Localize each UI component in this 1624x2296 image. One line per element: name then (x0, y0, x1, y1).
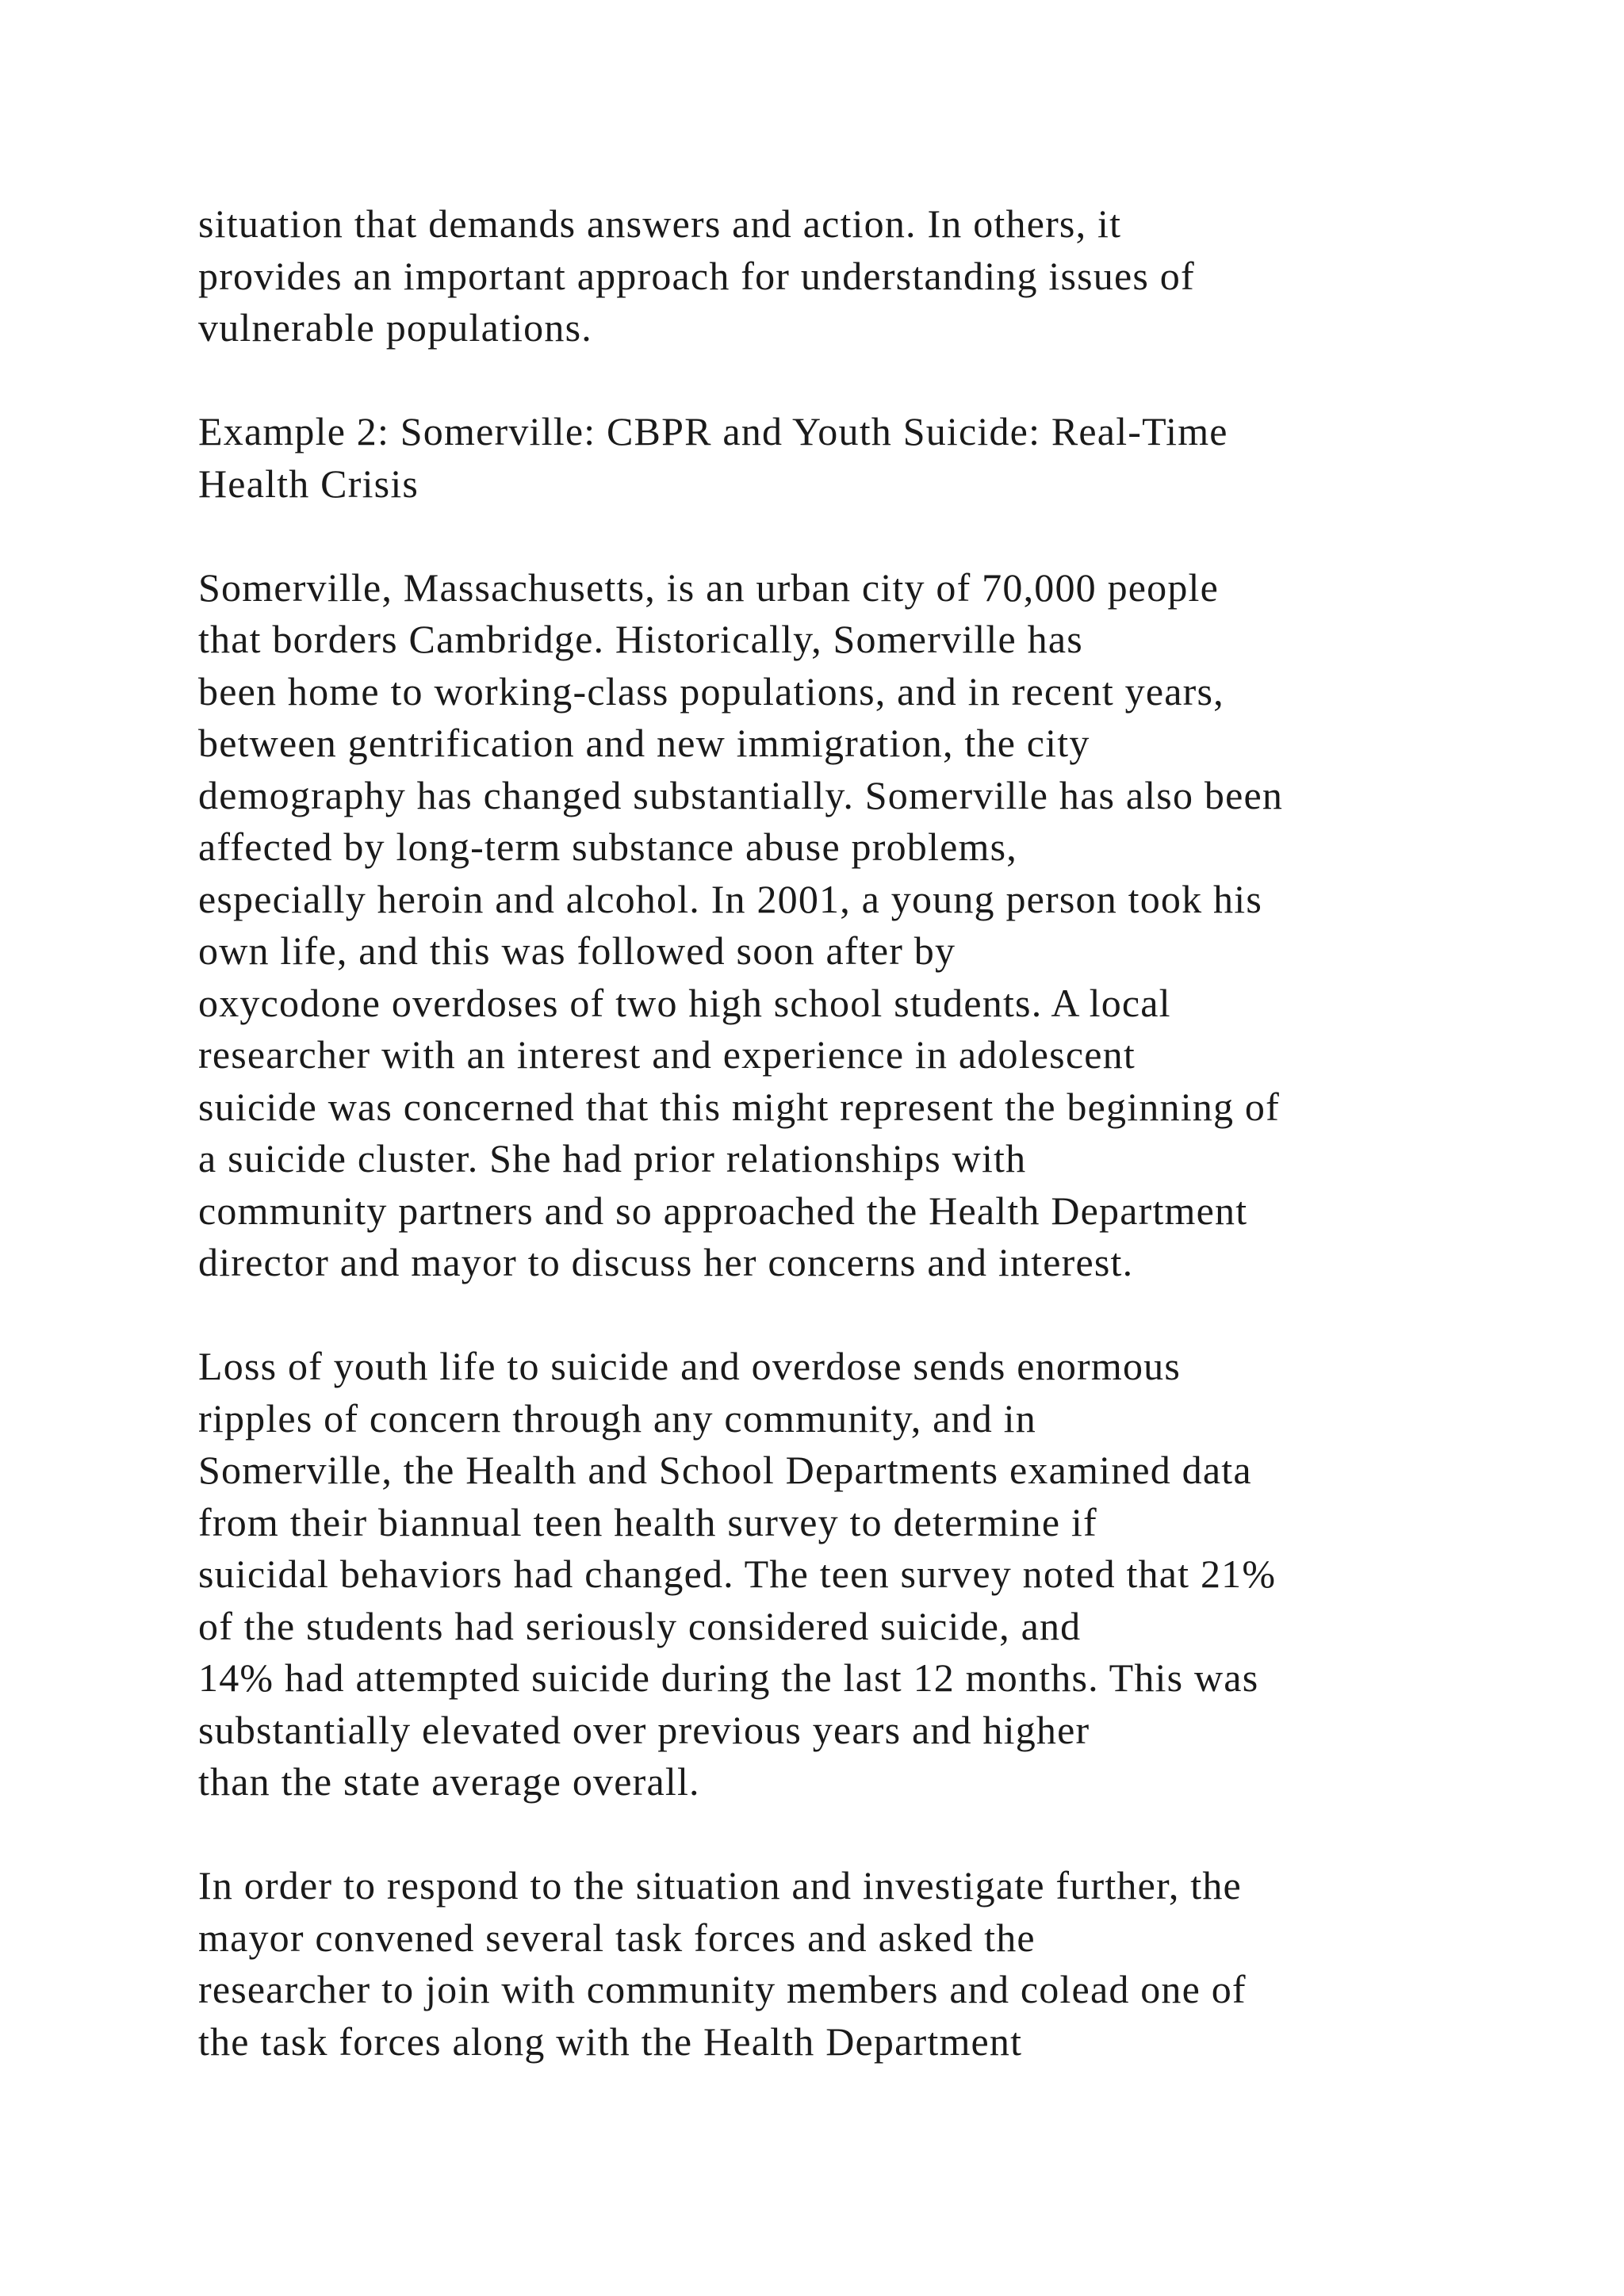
text-line: Health Crisis (198, 461, 419, 506)
example-heading (198, 406, 1546, 510)
text-line: the task forces along with the Health Department (198, 2019, 1023, 2064)
text-line: Loss of youth life to suicide and overdose sends enormous (198, 1344, 1182, 1388)
text-line: of the students had seriously considered suicide, and (198, 1603, 1082, 1648)
paragraph-intro-continued (198, 198, 1546, 354)
text-line: mayor convened several task forces and asked the (198, 1915, 1036, 1960)
paragraph-task-forces (198, 1860, 1546, 2068)
text-line: a suicide cluster. She had prior relationships with (198, 1136, 1027, 1181)
text-line: 14% had attempted suicide during the last 12 months. This was (198, 1655, 1259, 1700)
text-line: own life, and this was followed soon after by (198, 928, 956, 973)
text-line: Somerville, the Health and School Departments examined data (198, 1448, 1252, 1492)
paragraph-survey-data (198, 1341, 1546, 1808)
text-line: Example 2: Somerville: CBPR and Youth Suicide: Real-Time (198, 409, 1228, 453)
paragraph-somerville-background (198, 562, 1546, 1289)
text-line: from their biannual teen health survey to determine if (198, 1499, 1097, 1544)
text-line: substantially elevated over previous years and higher (198, 1707, 1090, 1752)
text-line: community partners and so approached the Health Department (198, 1188, 1248, 1233)
text-line: oxycodone overdoses of two high school students. A local (198, 980, 1171, 1025)
text-line: suicide was concerned that this might represent the beginning of (198, 1084, 1280, 1129)
text-line: especially heroin and alcohol. In 2001, a young person took his (198, 876, 1262, 921)
text-line: Somerville, Massachusetts, is an urban city of 70,000 people (198, 564, 1220, 610)
text-line: suicidal behaviors had changed. The teen survey noted that 21% (198, 1552, 1277, 1596)
text-line: In order to respond to the situation and investigate further, the (198, 1863, 1242, 1908)
text-line: researcher to join with community members and colead one of (198, 1967, 1247, 2011)
text-line: vulnerable populations. (198, 305, 592, 350)
text-line: than the state average overall. (198, 1759, 700, 1804)
document-page (198, 198, 1546, 2120)
text-line: been home to working-class populations, and in recent years, (198, 668, 1224, 714)
text-line: that borders Cambridge. Historically, Somerville has (198, 617, 1083, 661)
text-line: affected by long-term substance abuse problems, (198, 825, 1017, 869)
text-line: director and mayor to discuss her concerns and interest. (198, 1240, 1134, 1284)
text-line: provides an important approach for understanding issues of (198, 253, 1195, 298)
text-line: demography has changed substantially. Somerville has also been (198, 772, 1284, 817)
text-line: situation that demands answers and action. In others, it (198, 201, 1122, 246)
text-line: ripples of concern through any community, and in (198, 1395, 1036, 1441)
text-line: between gentrification and new immigration, the city (198, 721, 1090, 765)
text-line: researcher with an interest and experience in adolescent (198, 1032, 1136, 1077)
